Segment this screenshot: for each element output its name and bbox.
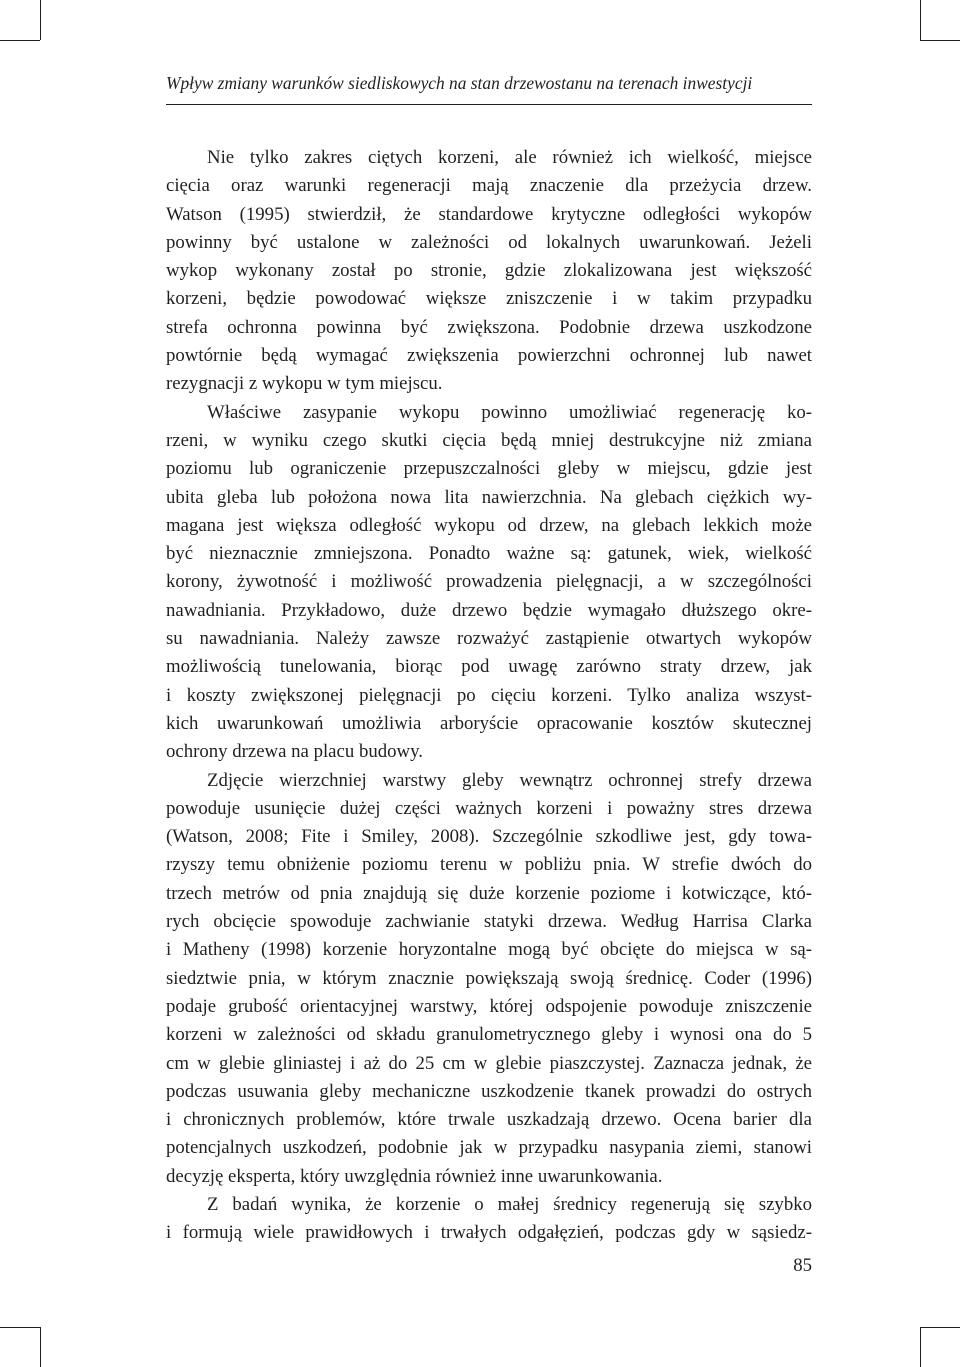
text-line: powoduje usunięcie dużej części ważnych korzeni i poważny stres drzewa	[166, 797, 812, 819]
text-line: siedztwie pnia, w którym znacznie powiększają swoją średnicę. Coder (1996)	[166, 967, 812, 989]
text-line: powinny być ustalone w zależności od lokalnych uwarunkowań. Jeżeli	[166, 231, 812, 253]
crop-mark-top-left	[40, 0, 41, 40]
text-line: (Watson, 2008; Fite i Smiley, 2008). Szczególnie szkodliwe jest, gdy towa-	[166, 826, 812, 848]
text-line: podaje grubość orientacyjnej warstwy, której odspojenie powoduje zniszczenie	[166, 995, 812, 1017]
text-line: korony, żywotność i możliwość prowadzenia pielęgnacji, a w szczególności	[166, 571, 812, 593]
paragraph-4	[166, 1191, 812, 1248]
text-line: podczas usuwania gleby mechaniczne uszkodzenie tkanek prowadzi do ostrych	[166, 1080, 812, 1102]
text-line: korzeni, będzie powodować większe zniszczenie i w takim przypadku	[166, 288, 812, 310]
text-line: cm w glebie gliniastej i aż do 25 cm w glebie piaszczystej. Zaznacza jednak, że	[166, 1052, 812, 1074]
text-line: i chronicznych problemów, które trwale uszkadzają drzewo. Ocena barier dla	[166, 1109, 812, 1131]
text-line: korzeni w zależności od składu granulometrycznego gleby i wynosi ona do 5	[166, 1024, 812, 1046]
text-line: rezygnacji z wykopu w tym miejscu.	[166, 373, 443, 395]
text-line: i koszty zwiększonej pielęgnacji po cięciu korzeni. Tylko analiza wszyst-	[166, 684, 812, 706]
paragraph-2	[166, 399, 812, 767]
text-line: możliwością tunelowania, biorąc pod uwagę zarówno straty drzew, jak	[166, 656, 812, 678]
crop-mark-top-left-h	[0, 40, 40, 41]
text-line: wykop wykonany został po stronie, gdzie zlokalizowana jest większość	[166, 260, 812, 282]
header-divider	[166, 104, 812, 105]
text-line: decyzję eksperta, który uwzględnia również inne uwarunkowania.	[166, 1165, 663, 1187]
text-line: trzech metrów od pnia znajdują się duże korzenie poziome i kotwiczące, któ-	[166, 882, 812, 904]
text-line: ochrony drzewa na placu budowy.	[166, 741, 423, 763]
text-line: rzyszy temu obniżenie poziomu terenu w pobliżu pnia. W strefie dwóch do	[166, 854, 812, 876]
text-line: Zdjęcie wierzchniej warstwy gleby wewnątrz ochronnej strefy drzewa	[207, 769, 812, 791]
body-text	[166, 144, 812, 1248]
text-line: powtórnie będą wymagać zwiększenia powierzchni ochronnej lub nawet	[166, 345, 812, 367]
crop-mark-top-right	[920, 0, 921, 40]
crop-mark-top-right-h	[920, 40, 960, 41]
text-line: poziomu lub ograniczenie przepuszczalności gleby w miejscu, gdzie jest	[166, 458, 812, 480]
text-line: kich uwarunkowań umożliwia arboryście opracowanie kosztów skutecznej	[166, 712, 812, 734]
text-line: su nawadniania. Należy zawsze rozważyć zastąpienie otwartych wykopów	[166, 628, 812, 650]
text-line: ubita gleba lub położona nowa lita nawierzchnia. Na glebach ciężkich wy-	[166, 486, 812, 508]
text-line: strefa ochronna powinna być zwiększona. Podobnie drzewa uszkodzone	[166, 316, 812, 338]
text-line: magana jest większa odległość wykopu od drzew, na glebach lekkich może	[166, 514, 812, 536]
text-line: Właściwe zasypanie wykopu powinno umożliwiać regenerację ko-	[207, 401, 812, 423]
crop-mark-bottom-left	[40, 1327, 41, 1367]
paragraph-3	[166, 767, 812, 1191]
text-line: i Matheny (1998) korzenie horyzontalne mogą być obcięte do miejsca w są-	[166, 939, 812, 961]
text-line: i formują wiele prawidłowych i trwałych odgałęzień, podczas gdy w sąsiedz-	[166, 1222, 812, 1244]
text-line: Z badań wynika, że korzenie o małej średnicy regenerują się szybko	[207, 1193, 812, 1215]
text-line: Nie tylko zakres ciętych korzeni, ale również ich wielkość, miejsce	[207, 147, 812, 168]
crop-mark-bottom-right-h	[920, 1327, 960, 1328]
text-line: rych obcięcie spowoduje zachwianie statyki drzewa. Według Harrisa Clarka	[166, 911, 812, 933]
text-line: być nieznacznie zmniejszona. Ponadto ważne są: gatunek, wiek, wielkość	[166, 543, 812, 565]
text-line: rzeni, w wyniku czego skutki cięcia będą mniej destrukcyjne niż zmiana	[166, 429, 812, 451]
text-line: cięcia oraz warunki regeneracji mają znaczenie dla przeżycia drzew.	[166, 175, 812, 197]
crop-mark-bottom-left-h	[0, 1327, 40, 1328]
text-line: potencjalnych uszkodzeń, podobnie jak w przypadku nasypania ziemi, stanowi	[166, 1137, 812, 1159]
paragraph-1	[166, 144, 812, 399]
running-header: Wpływ zmiany warunków siedliskowych na stan drzewostanu na terenach inwestycji	[166, 73, 753, 93]
text-line: Watson (1995) stwierdził, że standardowe krytyczne odległości wykopów	[166, 203, 812, 225]
text-line: nawadniania. Przykładowo, duże drzewo będzie wymagało dłuższego okre-	[166, 599, 812, 621]
page-number: 85	[793, 1255, 812, 1276]
crop-mark-bottom-right	[920, 1327, 921, 1367]
